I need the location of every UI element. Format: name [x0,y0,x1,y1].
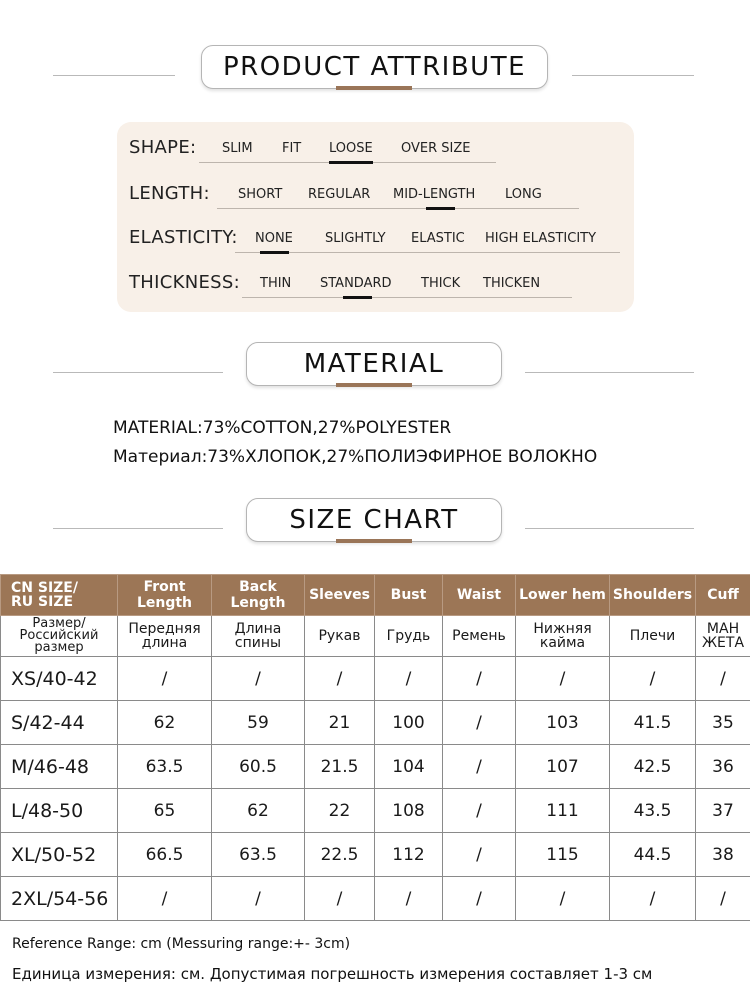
size-header-cell: Lower hem [516,575,610,616]
attribute-row-thickness [117,272,634,302]
attribute-option: REGULAR [308,187,371,202]
size-cell: 100 [375,701,443,745]
size-header-cell: Cuff [696,575,750,616]
reference-note-ru: Единица измерения: см. Допустимая погрешность измерения составляет 1-3 см [12,965,653,983]
product-attribute-header [0,45,750,105]
size-header-ru-cell: Нижняя кайма [516,616,610,657]
size-cell: / [610,877,696,921]
attribute-option: SLIM [222,141,253,156]
attribute-panel [117,122,634,312]
material-ru: Материал:73%ХЛОПОК,27%ПОЛИЭФИРНОЕ ВОЛОКНО [113,447,598,467]
table-row [1,877,750,921]
table-row [1,833,750,877]
header-line-right [572,75,694,76]
size-chart-title-text: SIZE CHART [289,505,459,535]
size-cell: 63.5 [212,833,305,877]
size-cell: / [443,833,516,877]
size-cell: 22 [305,789,375,833]
attribute-label: SHAPE: [129,137,197,158]
attribute-option: ELASTIC [411,231,465,246]
attribute-option-selected: MID-LENGTH [393,187,476,202]
size-header-cell: Back Length [212,575,305,616]
size-cell: 65 [118,789,212,833]
size-cell: 111 [516,789,610,833]
size-header-cell: Shoulders [610,575,696,616]
attribute-underline [235,252,620,253]
header-accent [336,86,412,90]
size-cell: 103 [516,701,610,745]
size-chart-header [0,498,750,558]
size-cell: XS/40-42 [1,657,118,701]
attribute-option: THIN [260,276,292,291]
size-cell: L/48-50 [1,789,118,833]
material-title-text: MATERIAL [303,349,445,379]
size-cell: 59 [212,701,305,745]
size-header-row-ru [1,616,750,657]
size-cell: 2XL/54-56 [1,877,118,921]
size-cell: / [696,877,750,921]
size-cell: / [443,701,516,745]
size-cell: 60.5 [212,745,305,789]
size-cell: 44.5 [610,833,696,877]
size-cell: / [212,877,305,921]
attribute-option: OVER SIZE [401,141,471,156]
size-cell: M/46-48 [1,745,118,789]
size-cell: 43.5 [610,789,696,833]
size-cell: 41.5 [610,701,696,745]
size-cell: 62 [118,701,212,745]
size-cell: 38 [696,833,750,877]
size-cell: 62 [212,789,305,833]
size-cell: / [443,877,516,921]
size-cell: / [443,789,516,833]
size-cell: 21 [305,701,375,745]
attribute-option-selected: LOOSE [329,141,373,156]
size-cell: 63.5 [118,745,212,789]
size-header-cell: Bust [375,575,443,616]
size-cell: / [375,657,443,701]
header-line-left [53,75,175,76]
size-header-row-en [1,575,750,616]
size-header-ru-cell: Длина спины [212,616,305,657]
size-cell: / [212,657,305,701]
attribute-row-elasticity [117,227,634,257]
size-cell: / [443,657,516,701]
attribute-row-length [117,183,634,213]
size-cell: / [443,745,516,789]
table-row [1,701,750,745]
size-cell: / [375,877,443,921]
size-cell: 42.5 [610,745,696,789]
size-cell: 104 [375,745,443,789]
size-chart-table [0,574,750,921]
size-cell: XL/50-52 [1,833,118,877]
size-header-ru-cell: МАН ЖЕТА [696,616,750,657]
size-header-ru-cell: Рукав [305,616,375,657]
attribute-label: THICKNESS: [129,272,240,293]
attribute-label: LENGTH: [129,183,210,204]
header-line-left [53,372,223,373]
size-header-ru-cell: Передняя длина [118,616,212,657]
attribute-option: THICKEN [483,276,541,291]
size-cell: 21.5 [305,745,375,789]
attribute-underline [217,208,579,209]
size-header-cell: Waist [443,575,516,616]
size-cell: 108 [375,789,443,833]
attribute-option: HIGH ELASTICITY [485,231,597,246]
size-cell: 22.5 [305,833,375,877]
size-cell: / [516,657,610,701]
attribute-selected-mark [426,207,455,210]
size-header-cell: Sleeves [305,575,375,616]
size-header-ru-cell: Размер/ Российский размер [1,616,118,657]
size-cell: / [118,877,212,921]
table-row [1,657,750,701]
attribute-option-selected: STANDARD [320,276,392,291]
attribute-option: LONG [505,187,542,202]
header-accent [336,383,412,387]
attribute-selected-mark [343,296,372,299]
size-chart-title [246,498,502,542]
material-title [246,342,502,386]
size-header-ru-cell: Грудь [375,616,443,657]
size-header-ru-cell: Ремень [443,616,516,657]
size-cell: 112 [375,833,443,877]
size-cell: 115 [516,833,610,877]
size-cell: / [118,657,212,701]
attribute-selected-mark [260,251,289,254]
size-cell: 35 [696,701,750,745]
header-line-right [525,372,694,373]
attribute-underline [242,297,572,298]
attribute-row-shape [117,137,634,167]
size-cell: S/42-44 [1,701,118,745]
material-header [0,342,750,402]
attribute-option: SHORT [238,187,283,202]
size-cell: / [516,877,610,921]
size-header-cell: CN SIZE/ RU SIZE [1,575,118,616]
product-attribute-title [201,45,548,89]
attribute-option: SLIGHTLY [325,231,386,246]
size-cell: 37 [696,789,750,833]
material-en: MATERIAL:73%COTTON,27%POLYESTER [113,418,452,438]
attribute-label: ELASTICITY: [129,227,238,248]
size-cell: 36 [696,745,750,789]
table-row [1,745,750,789]
table-row [1,789,750,833]
reference-note-en: Reference Range: cm (Messuring range:+- 3cm) [12,936,351,952]
size-header-ru-cell: Плечи [610,616,696,657]
attribute-option-selected: NONE [255,231,293,246]
header-line-right [525,528,694,529]
attribute-option: FIT [282,141,302,156]
size-cell: 66.5 [118,833,212,877]
size-header-cell: Front Length [118,575,212,616]
size-cell: / [305,877,375,921]
header-line-left [53,528,223,529]
attribute-option: THICK [421,276,461,291]
size-cell: 107 [516,745,610,789]
size-cell: / [696,657,750,701]
size-cell: / [610,657,696,701]
size-cell: / [305,657,375,701]
product-attribute-title-text: PRODUCT ATTRIBUTE [222,52,527,82]
header-accent [336,539,412,543]
attribute-selected-mark [329,161,373,164]
